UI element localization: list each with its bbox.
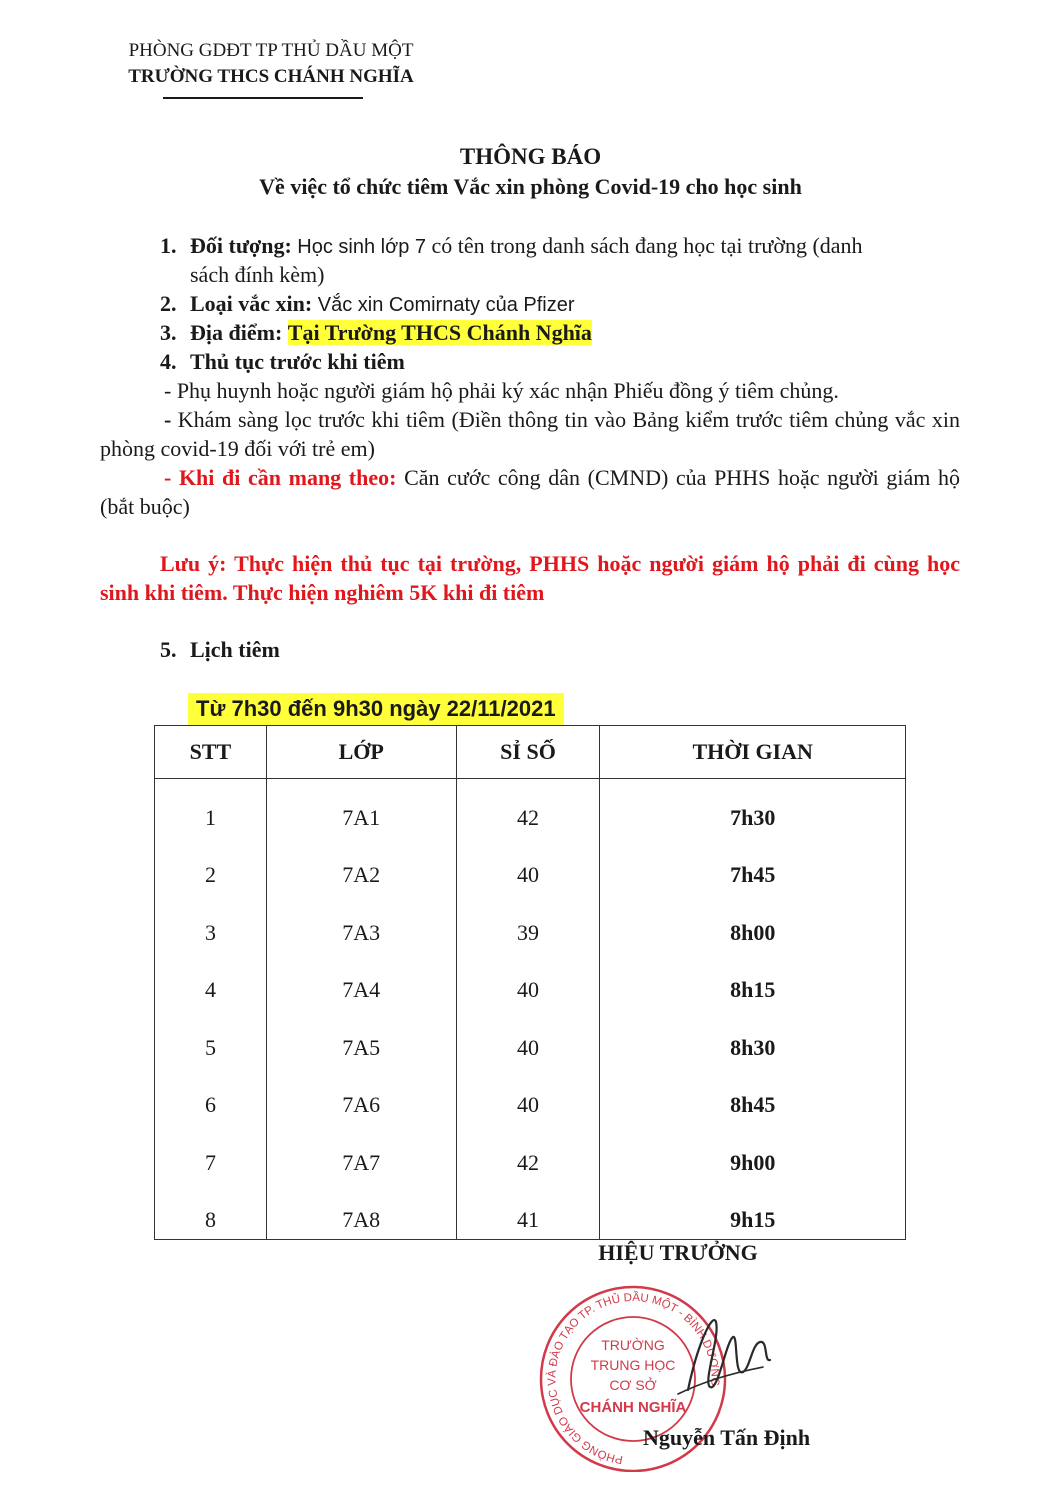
signer-name: Nguyễn Tấn Định [643,1425,811,1450]
document-title: THÔNG BÁO [459,144,602,169]
school-name: TRƯỜNG THCS CHÁNH NGHĨA [128,66,414,87]
issuing-agency: PHÒNG GDĐT TP THỦ DẦU MỘT [128,40,414,61]
procedure-documents: - Khi đi cần mang theo: Căn cước công dân (CMND) của PHHS hoặc người giám hộ (bắt buộc) [100,465,960,519]
table-row: 7 7A7 42 9h00 [155,1124,906,1182]
procedure-consent: - Phụ huynh hoặc người giám hộ phải ký xác nhận Phiếu đồng ý tiêm chủng. [164,378,839,403]
note-red: Lưu ý: Thực hiện thủ tục tại trường, PHHS hoặc người giám hộ phải đi cùng học sinh khi tiêm. Thực hiện nghiêm 5K khi đi tiêm [100,551,960,605]
schedule-heading: Từ 7h30 đến 9h30 ngày 22/11/2021 [188,693,564,725]
item-target-cont: sách đính kèm) [190,262,325,287]
location-highlight: Tại Trường THCS Chánh Nghĩa [287,320,592,345]
schedule-table [154,725,906,1240]
table-row: 2 7A2 40 7h45 [155,837,906,895]
item-procedure: 4. Thủ tục trước khi tiêm [160,349,405,374]
document-subtitle: Về việc tổ chức tiêm Vắc xin phòng Covid-19 cho học sinh [259,174,802,199]
procedure-screening: - Khám sàng lọc trước khi tiêm (Điền thông tin vào Bảng kiểm trước tiêm chủng vắc xin phòng covid-19 đối với trẻ em) [100,407,960,461]
signer-role: HIỆU TRƯỞNG [598,1240,758,1265]
item-target: 1. Đối tượng: Học sinh lớp 7 có tên trong danh sách đang học tại trường (danh [160,233,863,258]
table-row: 8 7A8 41 9h15 [155,1182,906,1240]
stamp-line-4: CHÁNH NGHĨA [579,1399,687,1416]
col-class: LỚP [266,726,456,779]
table-header-row [155,726,906,779]
stamp-ring-text: PHÒNG GIÁO DỤC VÀ ĐÀO TẠO TP. THỦ DẦU MỘT - BÌNH DƯƠNG [546,1291,721,1466]
col-count: SỈ SỐ [456,726,600,779]
item-vaccine: 2. Loại vắc xin: Vắc xin Comirnaty của Pfizer [160,291,575,316]
table-row: 6 7A6 40 8h45 [155,1067,906,1125]
table-row: 5 7A5 40 8h30 [155,1009,906,1067]
table-row: 1 7A1 42 7h30 [155,779,906,837]
stamp-line-2: TRUNG HỌC [590,1357,676,1373]
item-location: 3. Địa điểm: Tại Trường THCS Chánh Nghĩa [160,320,592,345]
item-schedule: 5. Lịch tiêm [160,637,280,662]
table-row: 4 7A4 40 8h15 [155,952,906,1010]
table-row: 3 7A3 39 8h00 [155,894,906,952]
header-divider [163,97,363,99]
col-stt: STT [155,726,267,779]
stamp-line-1: TRƯỜNG [601,1337,665,1353]
stamp-line-3: CƠ SỞ [609,1377,657,1393]
col-time: THỜI GIAN [600,726,906,779]
